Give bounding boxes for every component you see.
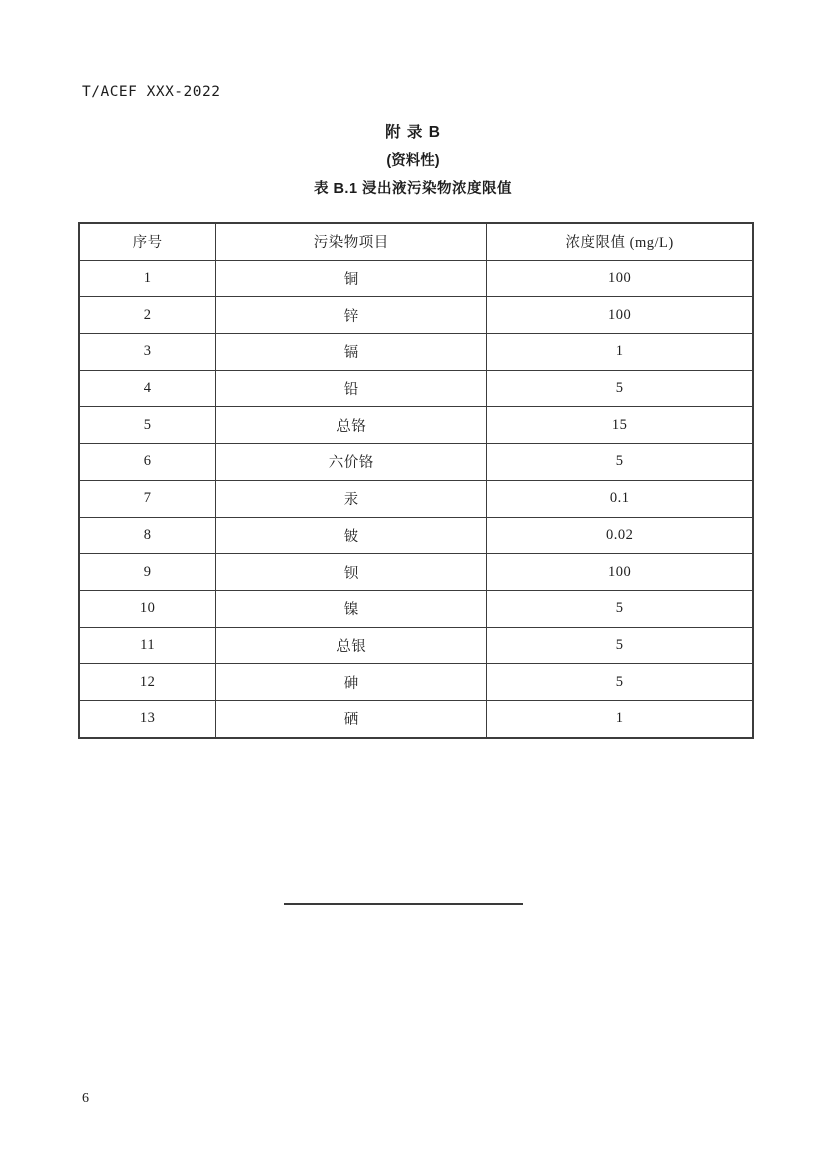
header-index: 序号 bbox=[79, 223, 216, 260]
table-row bbox=[79, 297, 753, 334]
cell-index: 1 bbox=[79, 260, 216, 297]
cell-limit: 5 bbox=[487, 444, 753, 481]
table-row bbox=[79, 444, 753, 481]
cell-index: 6 bbox=[79, 444, 216, 481]
cell-index: 8 bbox=[79, 517, 216, 554]
table-row bbox=[79, 554, 753, 591]
cell-pollutant: 锌 bbox=[216, 297, 487, 334]
table-row bbox=[79, 517, 753, 554]
table-row bbox=[79, 370, 753, 407]
table-row bbox=[79, 260, 753, 297]
cell-limit: 0.02 bbox=[487, 517, 753, 554]
cell-index: 10 bbox=[79, 590, 216, 627]
cell-limit: 5 bbox=[487, 627, 753, 664]
cell-index: 3 bbox=[79, 334, 216, 371]
table-header-row bbox=[79, 223, 753, 260]
cell-pollutant: 镉 bbox=[216, 334, 487, 371]
page-number: 6 bbox=[82, 1091, 89, 1106]
table-row bbox=[79, 590, 753, 627]
cell-pollutant: 钡 bbox=[216, 554, 487, 591]
table-row bbox=[79, 480, 753, 517]
cell-pollutant: 六价铬 bbox=[216, 444, 487, 481]
cell-limit: 15 bbox=[487, 407, 753, 444]
cell-pollutant: 镍 bbox=[216, 590, 487, 627]
cell-pollutant: 铍 bbox=[216, 517, 487, 554]
cell-limit: 5 bbox=[487, 370, 753, 407]
header-pollutant: 污染物项目 bbox=[216, 223, 487, 260]
standard-number: T/ACEF XXX-2022 bbox=[82, 84, 221, 100]
cell-limit: 5 bbox=[487, 664, 753, 701]
cell-limit: 100 bbox=[487, 297, 753, 334]
cell-pollutant: 铅 bbox=[216, 370, 487, 407]
cell-limit: 100 bbox=[487, 260, 753, 297]
table-row bbox=[79, 627, 753, 664]
cell-pollutant: 汞 bbox=[216, 480, 487, 517]
table-row bbox=[79, 664, 753, 701]
cell-index: 4 bbox=[79, 370, 216, 407]
pollutant-limits-table bbox=[78, 222, 754, 739]
table-row bbox=[79, 700, 753, 737]
cell-limit: 1 bbox=[487, 334, 753, 371]
cell-pollutant: 硒 bbox=[216, 700, 487, 737]
cell-pollutant: 总银 bbox=[216, 627, 487, 664]
appendix-subtitle: (资料性) bbox=[386, 153, 440, 169]
document-end-line bbox=[284, 903, 523, 905]
header-limit: 浓度限值 (mg/L) bbox=[487, 223, 753, 260]
appendix-title: 附 录 B bbox=[385, 124, 441, 141]
cell-index: 2 bbox=[79, 297, 216, 334]
table-caption: 表 B.1 浸出液污染物浓度限值 bbox=[313, 181, 513, 197]
cell-index: 7 bbox=[79, 480, 216, 517]
cell-index: 5 bbox=[79, 407, 216, 444]
cell-pollutant: 砷 bbox=[216, 664, 487, 701]
cell-index: 11 bbox=[79, 627, 216, 664]
cell-limit: 100 bbox=[487, 554, 753, 591]
cell-pollutant: 铜 bbox=[216, 260, 487, 297]
cell-index: 13 bbox=[79, 700, 216, 737]
table-row bbox=[79, 407, 753, 444]
cell-index: 9 bbox=[79, 554, 216, 591]
cell-limit: 0.1 bbox=[487, 480, 753, 517]
cell-limit: 1 bbox=[487, 700, 753, 737]
cell-index: 12 bbox=[79, 664, 216, 701]
table-row bbox=[79, 334, 753, 371]
cell-limit: 5 bbox=[487, 590, 753, 627]
cell-pollutant: 总铬 bbox=[216, 407, 487, 444]
